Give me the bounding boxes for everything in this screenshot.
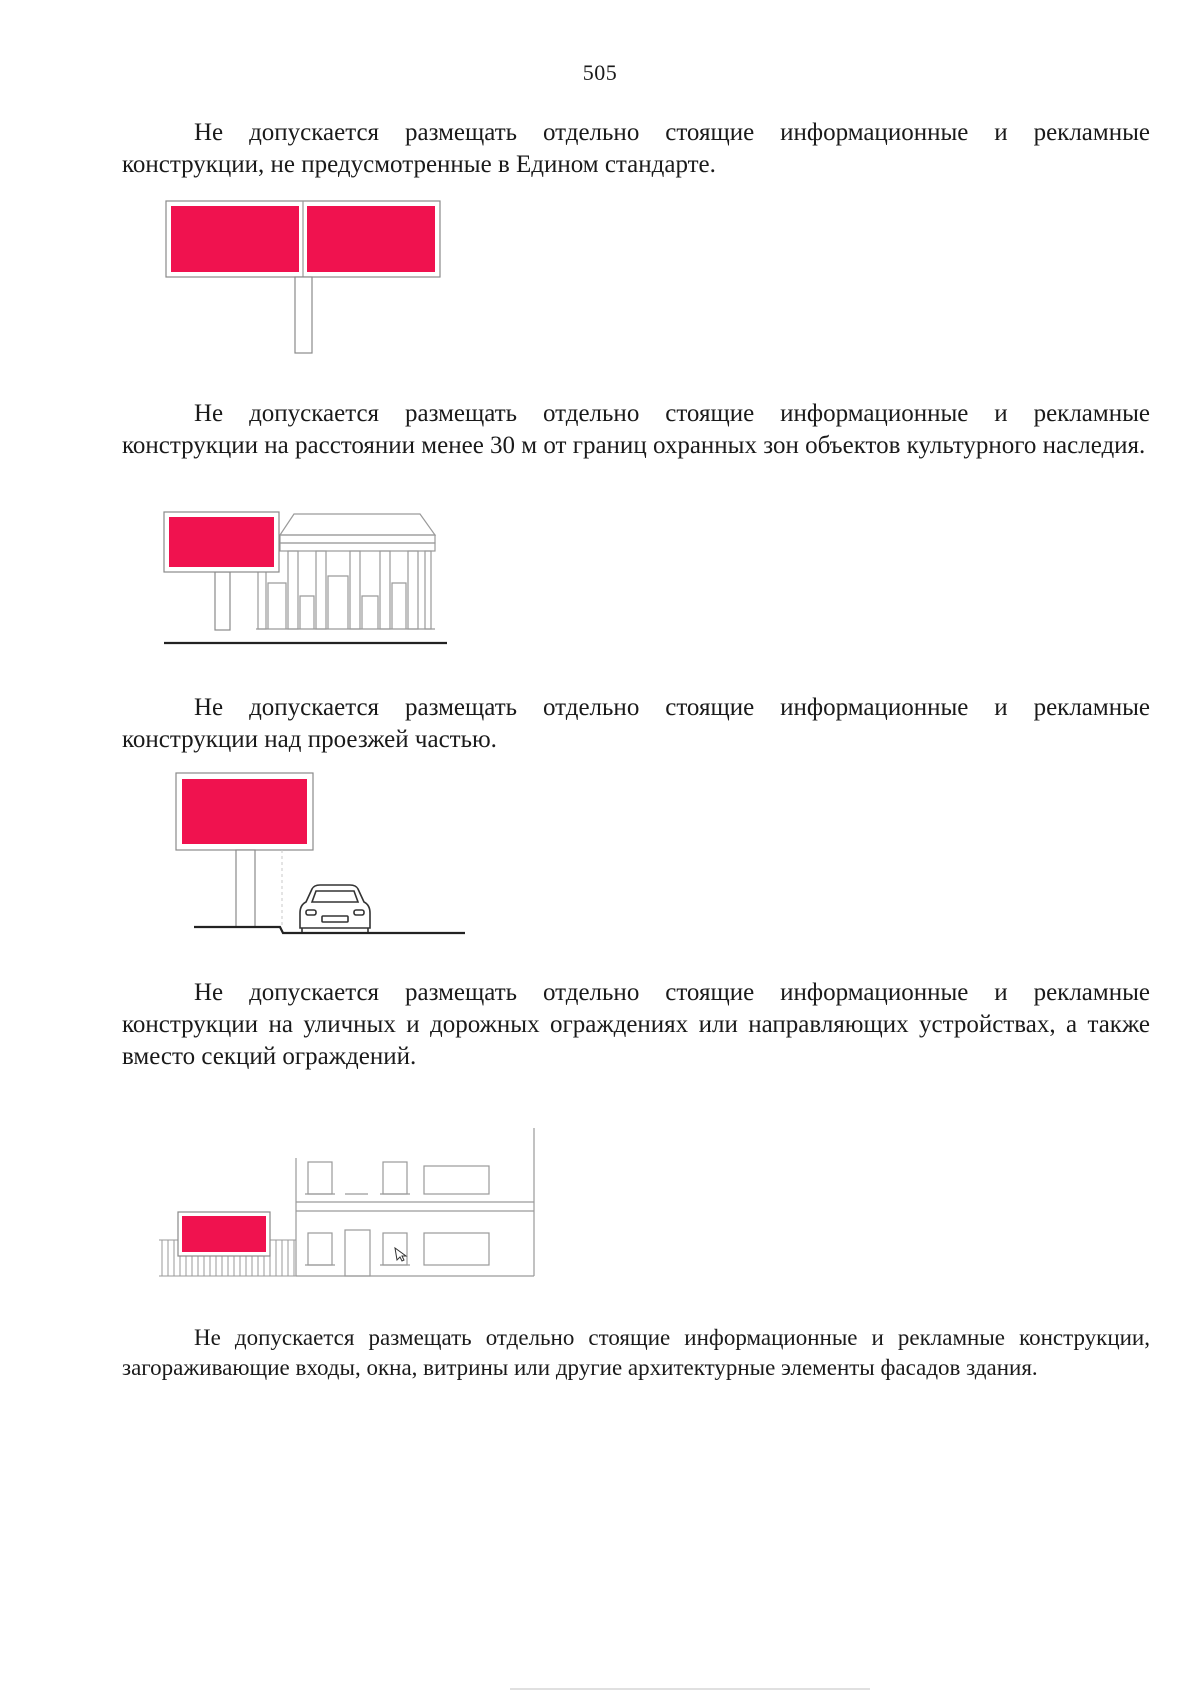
billboard-on-fence-figure [0, 1118, 1200, 1288]
billboard-pole [215, 572, 230, 630]
ad-panel-left [171, 206, 299, 272]
billboard-pole [295, 277, 312, 353]
billboard-pole [236, 850, 255, 927]
ad-panel [182, 1216, 266, 1252]
classical-building-icon [256, 514, 435, 629]
ad-panel [182, 779, 307, 844]
ad-panel [169, 517, 274, 567]
ad-panel-right [307, 206, 435, 272]
double-billboard-figure [0, 195, 1200, 355]
facade-building-icon [296, 1128, 534, 1276]
billboard-over-roadway-figure [0, 770, 1200, 940]
paragraph-3: Не допускается размещать отдельно стоящие информационные и рекламные конструкции над проезжей частью. [122, 694, 1150, 753]
paragraph-4: Не допускается размещать отдельно стоящие информационные и рекламные конструкции на уличных и дорожных ограждениях или направляющих устройствах, а также вместо секций ограждений. [122, 979, 1150, 1070]
paragraph-1: Не допускается размещать отдельно стоящие информационные и рекламные конструкции, не предусмотренные в Едином стандарте. [122, 119, 1150, 178]
car-icon [300, 885, 370, 932]
page-number: 505 [582, 60, 618, 85]
page-edge-mark [510, 1688, 870, 1690]
billboard-near-heritage-figure [0, 508, 1200, 648]
paragraph-2: Не допускается размещать отдельно стоящие информационные и рекламные конструкции на расстоянии менее 30 м от границ охранных зон объектов культурного наследия. [122, 400, 1150, 459]
paragraph-5: Не допускается размещать отдельно стоящие информационные и рекламные конструкции, загораживающие входы, окна, витрины или другие архитектурные элементы фасадов здания. [122, 1325, 1150, 1380]
